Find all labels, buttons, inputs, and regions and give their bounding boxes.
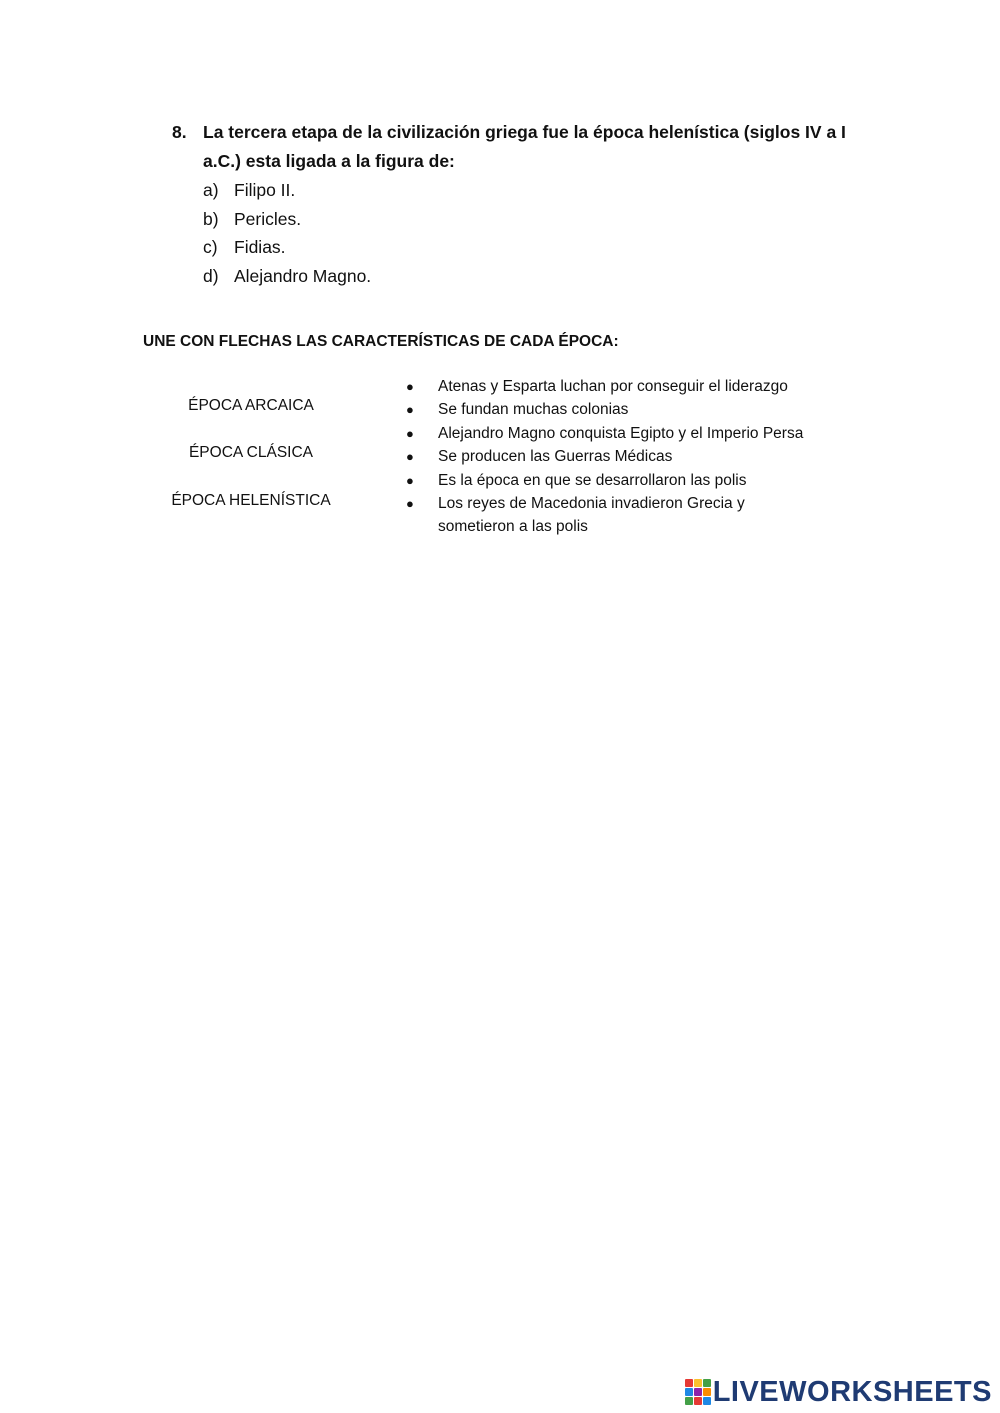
trait-text: Los reyes de Macedonia invadieron Grecia y — [438, 495, 745, 513]
logo-square — [694, 1379, 702, 1387]
option-letter: b) — [203, 208, 219, 229]
logo-square — [685, 1397, 693, 1405]
answer-options — [203, 176, 852, 290]
bullet-icon: ● — [406, 379, 414, 394]
traits-list — [404, 375, 864, 539]
question-number: 8. — [172, 122, 187, 142]
logo-square — [685, 1379, 693, 1387]
option-b[interactable] — [203, 205, 852, 234]
trait-item[interactable] — [404, 398, 864, 421]
trait-item[interactable] — [404, 375, 864, 398]
bullet-icon: ● — [406, 425, 414, 441]
option-d[interactable] — [203, 262, 852, 291]
question-line-1 — [172, 118, 852, 147]
option-letter: a) — [203, 180, 219, 200]
trait-item[interactable] — [404, 445, 864, 468]
matching-title: UNE CON FLECHAS LAS CARACTERÍSTICAS DE CADA ÉPOCA: — [143, 333, 619, 350]
trait-text: Alejandro Magno conquista Egipto y el Imperio Persa — [438, 424, 804, 442]
logo-square — [694, 1397, 702, 1405]
question-8 — [172, 118, 852, 290]
option-c[interactable] — [203, 233, 852, 262]
question-indent — [172, 147, 203, 176]
option-letter: c) — [203, 237, 218, 257]
trait-item-continuation — [404, 515, 864, 538]
trait-text: Se producen las Guerras Médicas — [438, 448, 673, 466]
bullet-icon: ● — [406, 402, 414, 418]
liveworksheets-brand — [685, 1377, 992, 1407]
option-text: Fidias. — [234, 237, 286, 257]
question-line-2 — [172, 147, 852, 176]
bullet-icon: ● — [406, 496, 414, 512]
epoch-arcaica[interactable]: ÉPOCA ARCAICA — [188, 397, 314, 414]
trait-item[interactable] — [404, 469, 864, 492]
question-text-line-1: La tercera etapa de la civilización griega fue la época helenística (siglos IV a I — [203, 122, 846, 142]
option-text: Pericles. — [234, 208, 302, 229]
bullet-icon: ● — [406, 472, 414, 488]
epoch-clasica[interactable]: ÉPOCA CLÁSICA — [188, 444, 314, 461]
trait-text: Se fundan muchas colonias — [438, 401, 629, 419]
question-text-line-2: a.C.) esta ligada a la figura de: — [203, 151, 455, 171]
logo-square — [685, 1388, 693, 1396]
bullet-icon: ● — [406, 449, 414, 465]
trait-item[interactable] — [404, 492, 864, 515]
brand-name: LIVEWORKSHEETS — [712, 1376, 992, 1408]
option-letter: d) — [203, 265, 219, 286]
logo-square — [703, 1397, 711, 1405]
logo-square — [703, 1388, 711, 1396]
trait-text: Atenas y Esparta luchan por conseguir el liderazgo — [438, 378, 788, 395]
bullet-spacer — [404, 515, 438, 538]
liveworksheets-logo-icon — [685, 1379, 711, 1405]
trait-text: sometieron a las polis — [438, 518, 588, 536]
option-text: Filipo II. — [234, 180, 296, 200]
logo-square — [703, 1379, 711, 1387]
trait-item[interactable] — [404, 422, 864, 445]
option-text: Alejandro Magno. — [234, 265, 372, 286]
epoch-helenistica[interactable]: ÉPOCA HELENÍSTICA — [171, 492, 331, 509]
trait-text: Es la época en que se desarrollaron las polis — [438, 471, 747, 489]
option-a[interactable] — [203, 176, 852, 205]
logo-square — [694, 1388, 702, 1396]
